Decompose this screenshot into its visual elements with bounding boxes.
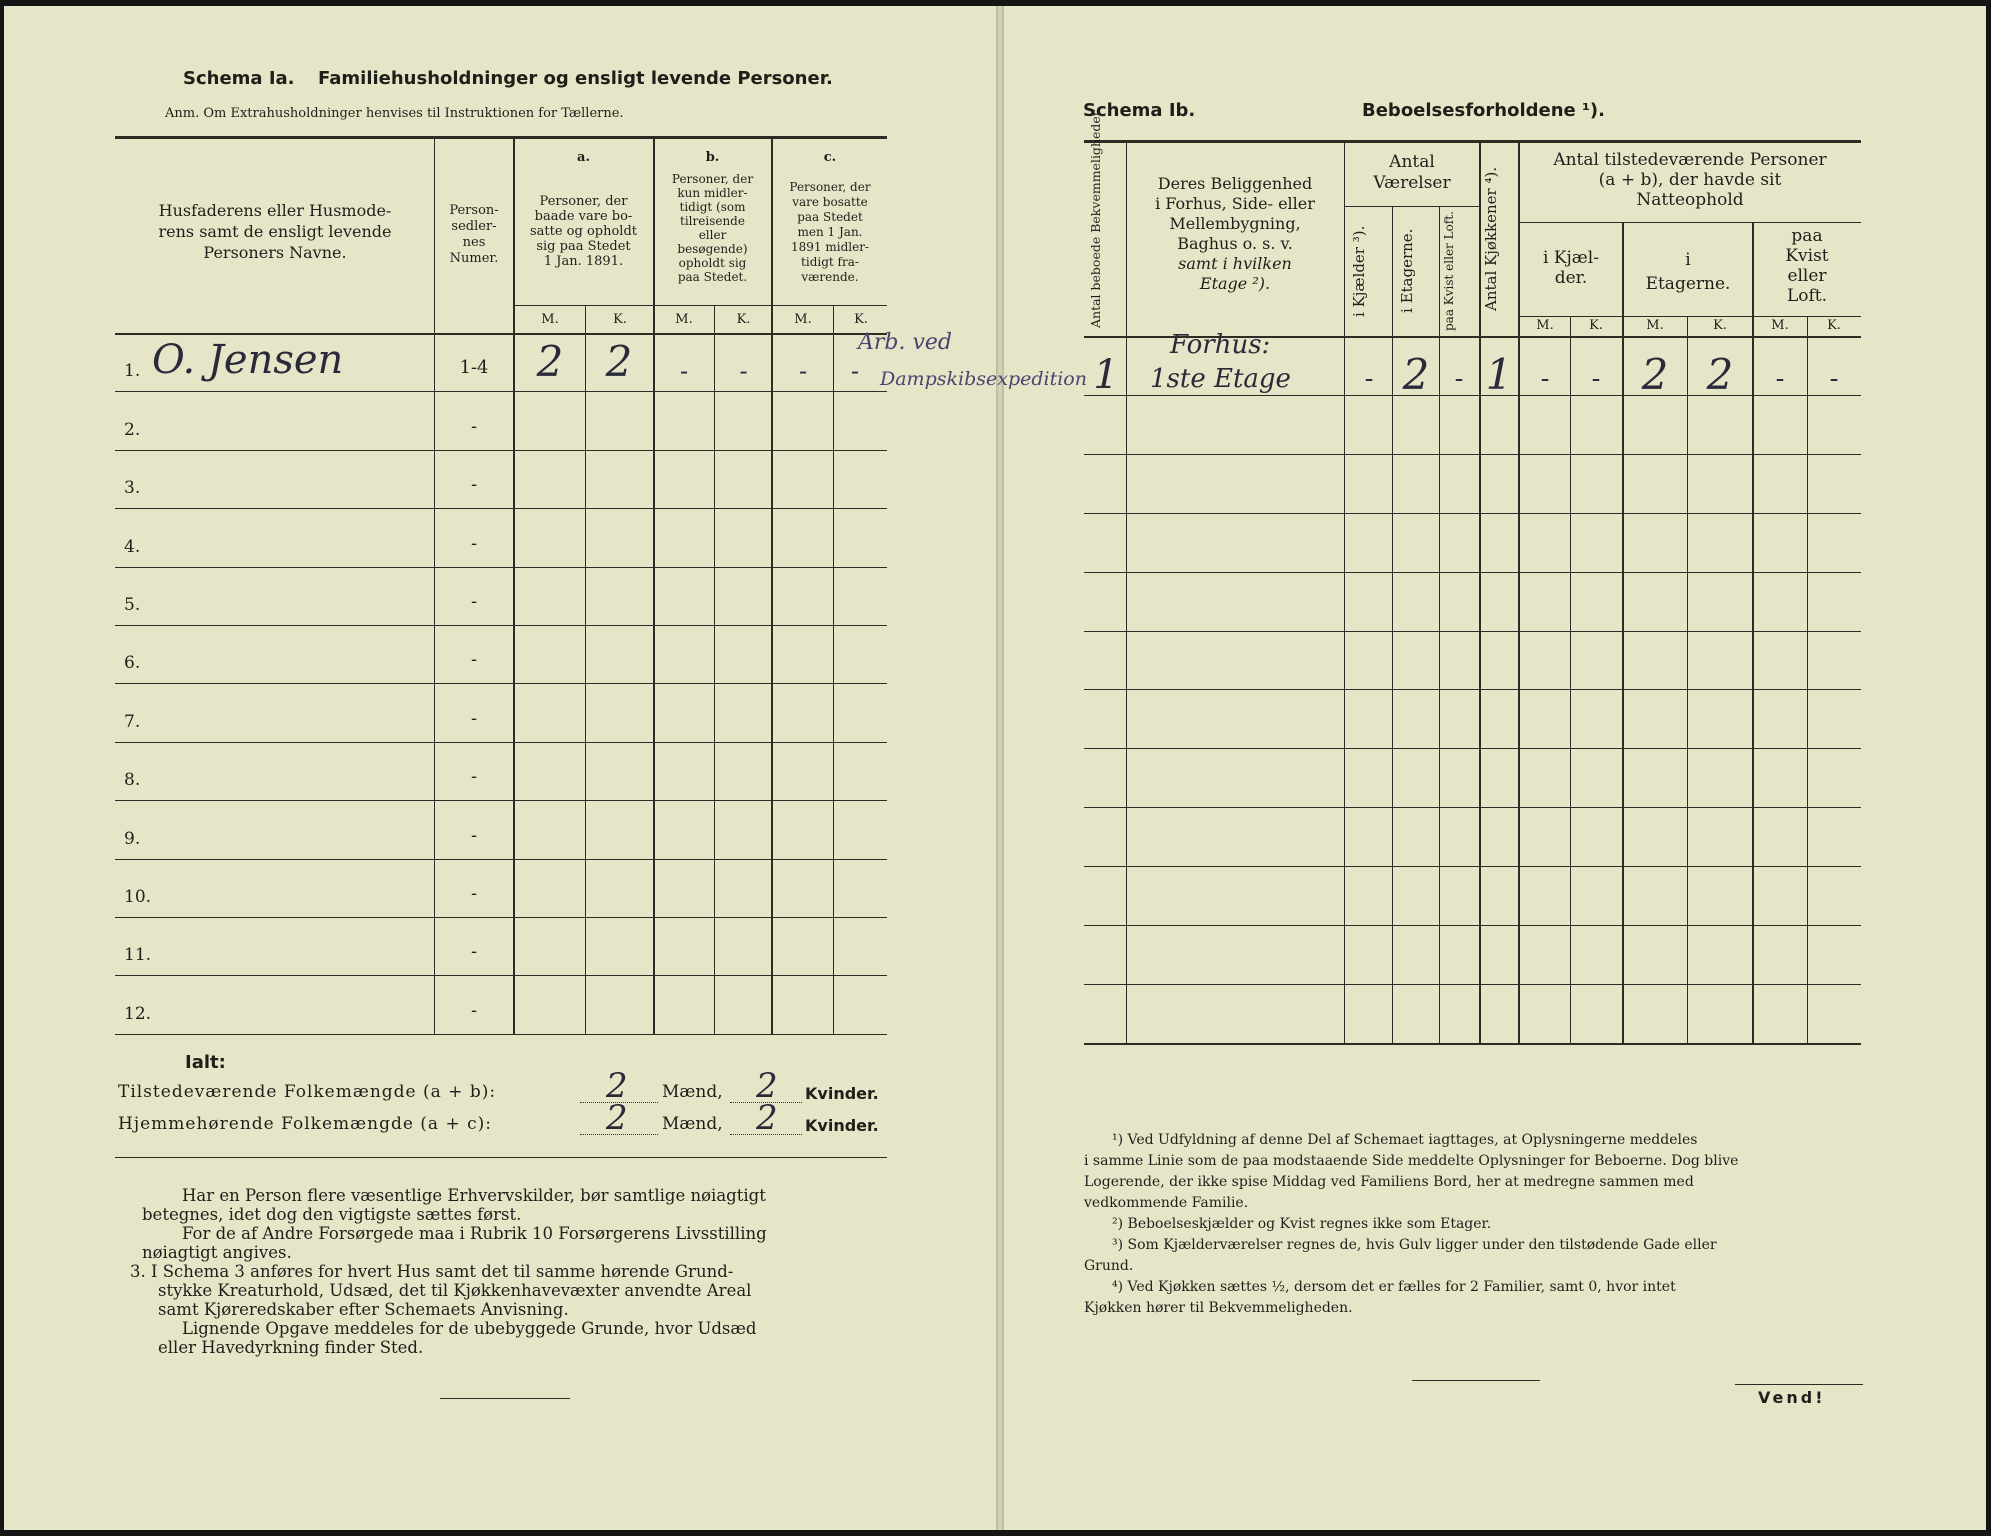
tilstede-maend-value: 2 — [606, 1066, 628, 1106]
row-number: 5. — [124, 595, 141, 615]
occupation-annotation-line1: Arb. ved — [858, 330, 953, 355]
row-rule — [115, 567, 887, 568]
etagerne-header: i Etagerne. — [1398, 228, 1416, 314]
kvist-loft-header: paa Kvist eller Loft. — [1442, 211, 1456, 331]
cell-person: 1-4 — [459, 357, 489, 378]
loft-m: M. — [1771, 318, 1789, 333]
row-rule — [1084, 513, 1861, 514]
tilstede-maend-label: Mænd, — [662, 1082, 723, 1102]
bekvemmeligheder-header: Antal beboede Bekvemmeligheder. — [1088, 107, 1103, 328]
etagerne-k: K. — [1713, 318, 1727, 333]
cell-person: - — [470, 1000, 478, 1021]
kjaelder-value: - — [1364, 364, 1374, 394]
instructions-notes: Har en Person flere væsentlige Erhvervskilder, bør samtlige nøiagtigt betegnes, idet dog den vigtigste sættes først. For de af Andre Forsørgede maa i Rubrik 10 Forsørgerens Livsstilling nøiagtigt angives. 3. I Schema 3 anføres for hvert Hus samt det til samme hørende Grund- stykke Kreaturhold, Udsæd, det til Kjøkkenhavevæxter anvendte Areal samt Kjøreredskaber efter Schemaets Anvisning. Lignende Opgave meddeles for de ubebyggede Grunde, hvor Udsæd eller Havedyrkning finder Sted. — [130, 1186, 767, 1357]
i-kjaelder-header: i Kjæl- der. — [1543, 248, 1599, 288]
row-rule — [115, 1034, 887, 1035]
cell-person: - — [470, 766, 478, 787]
col-b-k: K. — [736, 312, 751, 327]
row-rule — [1084, 454, 1861, 455]
i-etagerne-header: i Etagerne. — [1645, 250, 1731, 294]
kvist-value: - — [1454, 364, 1464, 394]
kjokkener-header: Antal Kjøkkener ⁴). — [1482, 166, 1500, 312]
row-number: 1. — [124, 361, 141, 381]
cell-person: - — [470, 416, 478, 437]
beliggenhed-value-2: 1ste Etage — [1150, 364, 1291, 394]
row-number: 9. — [124, 829, 141, 849]
row-number: 7. — [124, 712, 141, 732]
hjemme-kvinder-label: Kvinder. — [805, 1116, 879, 1135]
row-number: 3. — [124, 478, 141, 498]
cell-aK: 2 — [605, 337, 633, 386]
hjemme-maend-value: 2 — [606, 1098, 628, 1138]
kjokkener-value: 1 — [1485, 350, 1513, 399]
natt-loft-m: - — [1775, 364, 1785, 394]
row-rule — [115, 625, 887, 626]
row-number: 11. — [124, 945, 152, 965]
cell-person: - — [470, 708, 478, 729]
book-spine — [996, 6, 1004, 1530]
row-number: 6. — [124, 653, 141, 673]
hjemme-maend-label: Mænd, — [662, 1114, 723, 1134]
anm-note: Anm. Om Extrahusholdninger henvises til Instruktionen for Tællerne. — [165, 106, 624, 121]
row-rule — [115, 917, 887, 918]
col-b-header: Personer, der kun midler- tidigt (som tilreisende eller besøgende) opholdt sig paa Stedet. — [671, 172, 754, 284]
natt-etagerne-m: 2 — [1641, 350, 1669, 399]
beliggenhed-value-1: Forhus: — [1170, 330, 1271, 360]
cell-cK: - — [850, 357, 860, 385]
row-number: 2. — [124, 420, 141, 440]
natt-loft-k: - — [1829, 364, 1839, 394]
row-number: 10. — [124, 887, 152, 907]
tilstede-kvinder-label: Kvinder. — [805, 1084, 879, 1103]
cell-bM: - — [679, 357, 689, 385]
etagerne-value: 2 — [1402, 350, 1430, 399]
col-c-m: M. — [794, 312, 812, 327]
hjemme-kvinder-value: 2 — [756, 1098, 778, 1138]
schema-ia-title: Schema Ia. — [183, 68, 295, 89]
col-a-m: M. — [541, 312, 559, 327]
names-column-header: Husfaderens eller Husmode- rens samt de ensligt levende Personers Navne. — [158, 201, 392, 262]
col-a-k: K. — [613, 312, 627, 327]
natt-kjaelder-m: - — [1540, 364, 1550, 394]
loft-k: K. — [1827, 318, 1841, 333]
cell-person: - — [470, 883, 478, 904]
cell-person: - — [470, 533, 478, 554]
schema-ib-subtitle: Beboelsesforholdene ¹). — [1362, 100, 1605, 121]
row-rule — [1084, 572, 1861, 573]
etagerne-m: M. — [1646, 318, 1664, 333]
cell-person: - — [470, 474, 478, 495]
row-rule — [115, 859, 887, 860]
row-number: 12. — [124, 1004, 152, 1024]
vend-label: Vend! — [1758, 1388, 1826, 1407]
col-b-letter: b. — [705, 150, 720, 165]
row-rule — [1084, 984, 1861, 985]
col-c-header: Personer, der vare bosatte paa Stedet men 1 Jan. 1891 midler- tidigt fra- værende. — [789, 180, 871, 284]
natt-etagerne-k: 2 — [1706, 350, 1734, 399]
natt-kjaelder-k: - — [1591, 364, 1601, 394]
beliggenhed-header: Deres Beliggenhed i Forhus, Side- eller Mellembygning, Baghus o. s. v. samt i hvilken Etage ²). — [1155, 174, 1315, 293]
cell-person: - — [470, 649, 478, 670]
col-a-header: Personer, der baade vare bo- satte og opholdt sig paa Stedet 1 Jan. 1891. — [529, 194, 638, 269]
bekv-value: 1 — [1093, 352, 1119, 398]
occupation-annotation-line2: Dampskibsexpedition — [880, 368, 1087, 390]
footnotes: ¹) Ved Udfyldning af denne Del af Schemaet iagttages, at Oplysningerne meddeles i samme Linie som de paa modstaaende Side meddelte Oplysninger for Beboerne. Dog blive Logerende, der ikke spise Middag ved Familiens Bord, her at medregne sammen med vedkommende Familie. ²) Beboelseskjælder og Kvist regnes ikke som Etager. ³) Som Kjælderværelser regnes de, hvis Gulv ligger under den tilstødende Gade eller Grund. ⁴) Ved Kjøkken sættes ½, dersom det er fælles for 2 Familier, samt 0, hvor intet Kjøkken hører til Bekvemmeligheden. — [1084, 1132, 1739, 1316]
row-rule — [115, 975, 887, 976]
row-rule — [115, 683, 887, 684]
row-rule — [115, 742, 887, 743]
row-rule — [1084, 1043, 1861, 1044]
kjaelder-m: M. — [1536, 318, 1554, 333]
row-rule — [115, 450, 887, 451]
hjemme-label: Hjemmehørende Folkemængde (a + c): — [118, 1114, 492, 1134]
cell-bK: - — [739, 357, 748, 385]
row-rule — [1084, 631, 1861, 632]
row-number: 8. — [124, 770, 141, 790]
tilstedevaerende-header: Antal tilstedeværende Personer (a + b), der havde sit Natteophold — [1553, 150, 1827, 210]
kjaelder-k: K. — [1589, 318, 1603, 333]
vaerelser-header: Antal Værelser — [1373, 152, 1451, 193]
tilstede-label: Tilstedeværende Folkemængde (a + b): — [118, 1082, 497, 1102]
tilstede-kvinder-value: 2 — [756, 1066, 778, 1106]
paa-kvist-header: paa Kvist eller Loft. — [1785, 226, 1829, 306]
row-rule — [1084, 748, 1861, 749]
row-rule — [115, 800, 887, 801]
row-rule — [1084, 689, 1861, 690]
schema-ib-title: Schema Ib. — [1083, 100, 1196, 121]
cell-person: - — [470, 591, 478, 612]
kjaelder-header: i Kjælder ³). — [1350, 225, 1368, 317]
cell-person: - — [470, 941, 478, 962]
col-c-letter: c. — [823, 150, 837, 165]
row-rule — [115, 508, 887, 509]
col-b-m: M. — [675, 312, 693, 327]
row-rule — [1084, 866, 1861, 867]
row-rule — [1084, 925, 1861, 926]
ialt-label: Ialt: — [185, 1052, 226, 1073]
row-rule — [1084, 807, 1861, 808]
schema-ia-subtitle: Familiehusholdninger og ensligt levende Personer. — [318, 68, 833, 89]
col-a-letter: a. — [577, 150, 590, 165]
cell-person: - — [470, 825, 478, 846]
cell-cM: - — [798, 357, 808, 385]
row-number: 4. — [124, 537, 141, 557]
col-c-k: K. — [854, 312, 868, 327]
person-name: O. Jensen — [152, 337, 344, 383]
row-rule — [115, 391, 887, 392]
person-number-header: Person- sedler- nes Numer. — [449, 203, 499, 266]
cell-aM: 2 — [536, 337, 564, 386]
